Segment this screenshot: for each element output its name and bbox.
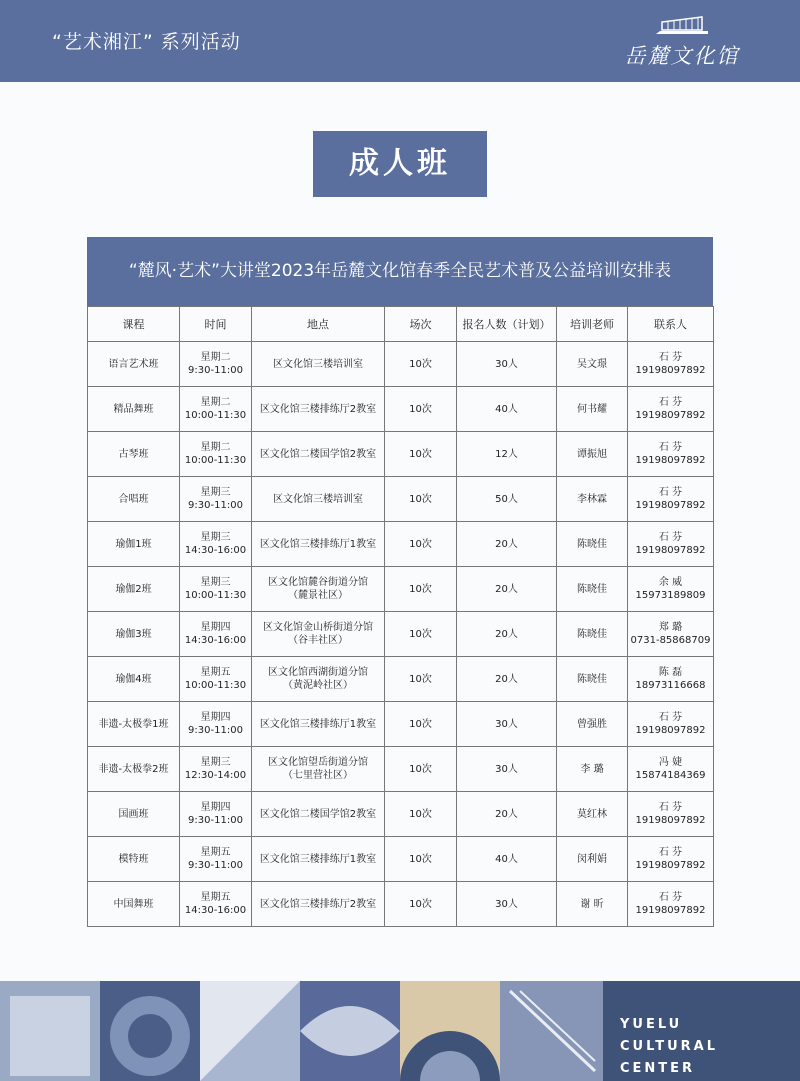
footer-line-1: YUELU — [620, 1017, 683, 1032]
top-banner — [0, 0, 800, 82]
cell-enrollment — [457, 387, 557, 432]
cell-teacher — [557, 522, 628, 567]
cell-sessions-text: 10次 — [409, 583, 432, 595]
cell-sessions-text: 10次 — [409, 718, 432, 730]
cell-teacher-text: 曾强胜 — [577, 718, 607, 730]
cell-location — [252, 387, 385, 432]
table-row — [88, 612, 714, 657]
cell-sessions — [385, 477, 457, 522]
cell-teacher — [557, 747, 628, 792]
cell-sessions — [385, 522, 457, 567]
cell-teacher-text: 闵利娟 — [577, 853, 607, 865]
cell-teacher — [557, 702, 628, 747]
cell-course-text: 瑜伽3班 — [115, 628, 152, 640]
cell-location-text: 区文化馆西湖街道分馆 — [268, 667, 368, 678]
cell-teacher — [557, 612, 628, 657]
cell-course — [88, 567, 180, 612]
cell-time-text: 星期二 — [200, 397, 231, 408]
cell-time-text: 10:00-11:30 — [184, 410, 247, 421]
cell-time-text: 星期四 — [200, 712, 231, 723]
table-row — [88, 747, 714, 792]
cell-sessions-text: 10次 — [409, 628, 432, 640]
cell-sessions-text: 10次 — [409, 808, 432, 820]
cell-time-text: 星期三 — [200, 577, 231, 588]
cell-enrollment-text: 30人 — [495, 763, 518, 775]
cell-location-text: 区文化馆金山桥街道分馆 — [263, 622, 373, 633]
cell-teacher-text: 陈晓佳 — [577, 583, 607, 595]
cell-course — [88, 882, 180, 927]
cell-time-text: 星期三 — [200, 532, 231, 543]
cell-contact-text: 18973116668 — [635, 680, 706, 691]
cell-course — [88, 657, 180, 702]
geometric-pattern — [0, 981, 603, 1081]
cell-contact-text: 19198097892 — [635, 725, 706, 736]
cell-teacher-text: 陈晓佳 — [577, 673, 607, 685]
cell-sessions-text: 10次 — [409, 853, 432, 865]
cell-time — [180, 702, 252, 747]
cell-location-text: （麓景社区） — [288, 590, 348, 601]
cell-location — [252, 567, 385, 612]
cell-time-text: 星期三 — [200, 487, 231, 498]
cell-sessions-text: 10次 — [409, 493, 432, 505]
cell-sessions-text: 10次 — [409, 538, 432, 550]
cell-sessions — [385, 342, 457, 387]
cell-teacher-text: 谭振旭 — [577, 448, 607, 460]
cell-time — [180, 342, 252, 387]
column-header-course: 课程 — [88, 307, 180, 342]
cell-location — [252, 477, 385, 522]
cell-teacher-text: 李 璐 — [580, 763, 604, 775]
cell-time — [180, 747, 252, 792]
cell-time-text: 星期二 — [200, 352, 231, 363]
cell-time-text: 星期五 — [200, 847, 231, 858]
cell-contact-text: 19198097892 — [635, 545, 706, 556]
cell-time-text: 9:30-11:00 — [188, 365, 243, 376]
column-header-sessions: 场次 — [385, 307, 457, 342]
cell-location — [252, 522, 385, 567]
cell-contact-text: 石 芬 — [658, 442, 683, 453]
cell-contact-text: 石 芬 — [658, 712, 683, 723]
table-row — [88, 432, 714, 477]
cell-time — [180, 882, 252, 927]
cell-sessions — [385, 567, 457, 612]
cell-teacher — [557, 342, 628, 387]
cell-contact-text: 石 芬 — [658, 892, 683, 903]
cell-teacher-text: 陈晓佳 — [577, 538, 607, 550]
cell-location-text: 区文化馆三楼排练厅2教室 — [259, 898, 377, 910]
cell-time-text: 14:30-16:00 — [184, 635, 247, 646]
cell-time-text: 10:00-11:30 — [184, 680, 247, 691]
cell-course — [88, 837, 180, 882]
cell-time-text: 9:30-11:00 — [188, 725, 243, 736]
cell-time-text: 10:00-11:30 — [184, 455, 247, 466]
cell-contact-text: 陈 磊 — [658, 667, 683, 678]
cell-time — [180, 612, 252, 657]
cell-sessions — [385, 702, 457, 747]
cell-time-text: 9:30-11:00 — [188, 860, 243, 871]
cell-enrollment-text: 20人 — [495, 628, 518, 640]
cell-contact-text: 余 威 — [658, 577, 683, 588]
cell-time-text: 14:30-16:00 — [184, 905, 247, 916]
cell-sessions — [385, 747, 457, 792]
cell-enrollment — [457, 522, 557, 567]
column-header-teacher: 培训老师 — [557, 307, 628, 342]
cell-teacher — [557, 792, 628, 837]
cell-teacher — [557, 432, 628, 477]
cell-course — [88, 387, 180, 432]
cell-location — [252, 882, 385, 927]
cell-time-text: 9:30-11:00 — [188, 500, 243, 511]
cell-course — [88, 612, 180, 657]
cell-contact — [628, 432, 714, 477]
cell-contact — [628, 387, 714, 432]
cell-location-text: （黄泥岭社区） — [283, 680, 353, 691]
table-row — [88, 387, 714, 432]
cell-teacher — [557, 837, 628, 882]
cell-contact-text: 19198097892 — [635, 905, 706, 916]
cell-course-text: 精品舞班 — [113, 403, 154, 415]
yuelu-cultural-center-logo — [612, 10, 752, 74]
footer-line-2: CULTURAL CENTER — [620, 1039, 719, 1076]
cell-time-text: 14:30-16:00 — [184, 545, 247, 556]
cell-location-text: 区文化馆三楼培训室 — [273, 358, 363, 370]
cell-contact-text: 19198097892 — [635, 455, 706, 466]
cell-enrollment — [457, 477, 557, 522]
cell-course-text: 瑜伽2班 — [115, 583, 152, 595]
cell-contact-text: 0731-85868709 — [630, 635, 711, 646]
table-row — [88, 702, 714, 747]
cell-course-text: 合唱班 — [118, 493, 149, 505]
cell-enrollment-text: 20人 — [495, 583, 518, 595]
cell-location — [252, 792, 385, 837]
column-header-location: 地点 — [252, 307, 385, 342]
cell-enrollment-text: 20人 — [495, 538, 518, 550]
cell-sessions-text: 10次 — [409, 673, 432, 685]
cell-contact — [628, 882, 714, 927]
cell-contact-text: 19198097892 — [635, 365, 706, 376]
table-row — [88, 567, 714, 612]
cell-location-text: 区文化馆三楼排练厅1教室 — [259, 853, 377, 865]
cell-contact — [628, 477, 714, 522]
cell-location-text: 区文化馆二楼国学馆2教室 — [259, 448, 377, 460]
cell-contact-text: 石 芬 — [658, 352, 683, 363]
cell-location-text: 区文化馆二楼国学馆2教室 — [259, 808, 377, 820]
cell-time-text: 9:30-11:00 — [188, 815, 243, 826]
cell-contact-text: 19198097892 — [635, 815, 706, 826]
cell-course-text: 瑜伽1班 — [115, 538, 152, 550]
cell-time-text: 星期五 — [200, 892, 231, 903]
cell-contact-text: 郑 璐 — [658, 622, 683, 633]
cell-enrollment — [457, 702, 557, 747]
footer-center-name — [620, 1014, 800, 1080]
cell-location — [252, 837, 385, 882]
cell-contact — [628, 657, 714, 702]
cell-contact — [628, 747, 714, 792]
table-row — [88, 792, 714, 837]
cell-contact-text: 15973189809 — [635, 590, 706, 601]
series-title: “艺术湘江” 系列活动 — [52, 31, 241, 53]
cell-enrollment-text: 50人 — [495, 493, 518, 505]
cell-teacher-text: 何书耀 — [577, 403, 607, 415]
cell-sessions-text: 10次 — [409, 448, 432, 460]
cell-time — [180, 792, 252, 837]
cell-location — [252, 747, 385, 792]
cell-enrollment-text: 12人 — [495, 448, 518, 460]
cell-sessions-text: 10次 — [409, 403, 432, 415]
cell-enrollment-text: 20人 — [495, 808, 518, 820]
cell-location — [252, 702, 385, 747]
cell-enrollment-text: 40人 — [495, 403, 518, 415]
cell-sessions-text: 10次 — [409, 763, 432, 775]
cell-sessions — [385, 792, 457, 837]
cell-teacher — [557, 567, 628, 612]
cell-contact-text: 19198097892 — [635, 860, 706, 871]
table-header-row — [88, 307, 714, 342]
cell-enrollment-text: 30人 — [495, 718, 518, 730]
cell-enrollment — [457, 792, 557, 837]
table-row — [88, 522, 714, 567]
cell-teacher — [557, 657, 628, 702]
cell-location-text: 区文化馆三楼排练厅1教室 — [259, 718, 377, 730]
cell-enrollment-text: 30人 — [495, 358, 518, 370]
cell-course-text: 古琴班 — [118, 448, 149, 460]
cell-course-text: 非遗-太极拳2班 — [98, 763, 169, 775]
cell-course — [88, 477, 180, 522]
table-row — [88, 657, 714, 702]
cell-contact — [628, 522, 714, 567]
cell-enrollment — [457, 747, 557, 792]
cell-enrollment — [457, 432, 557, 477]
cell-location-text: （谷丰社区） — [288, 635, 348, 646]
cell-contact — [628, 612, 714, 657]
table-row — [88, 477, 714, 522]
cell-enrollment-text: 20人 — [495, 673, 518, 685]
cell-course — [88, 522, 180, 567]
cell-course — [88, 747, 180, 792]
cell-sessions — [385, 432, 457, 477]
cell-location — [252, 657, 385, 702]
cell-course — [88, 792, 180, 837]
column-header-enrollment: 报名人数（计划） — [457, 307, 557, 342]
cell-time-text: 星期四 — [200, 622, 231, 633]
cell-teacher-text: 李林霖 — [577, 493, 607, 505]
cell-sessions — [385, 387, 457, 432]
cell-location-text: 区文化馆望岳街道分馆 — [268, 757, 368, 768]
cell-course-text: 模特班 — [118, 853, 149, 865]
cell-course-text: 中国舞班 — [113, 898, 154, 910]
footer-decoration — [0, 981, 800, 1081]
cell-location — [252, 612, 385, 657]
cell-time — [180, 477, 252, 522]
cell-time — [180, 657, 252, 702]
cell-location-text: （七里营社区） — [283, 770, 353, 781]
table-title: “麓风·艺术”大讲堂2023年岳麓文化馆春季全民艺术普及公益培训安排表 — [87, 237, 713, 306]
cell-enrollment — [457, 567, 557, 612]
cell-contact-text: 石 芬 — [658, 802, 683, 813]
column-header-time: 时间 — [180, 307, 252, 342]
cell-location-text: 区文化馆麓谷街道分馆 — [268, 577, 368, 588]
cell-location-text: 区文化馆三楼排练厅2教室 — [259, 403, 377, 415]
cell-time-text: 星期五 — [200, 667, 231, 678]
cell-sessions — [385, 837, 457, 882]
cell-time — [180, 387, 252, 432]
cell-contact-text: 石 芬 — [658, 847, 683, 858]
cell-time-text: 星期三 — [200, 757, 231, 768]
cell-time-text: 12:30-14:00 — [184, 770, 247, 781]
cell-contact — [628, 837, 714, 882]
cell-course-text: 瑜伽4班 — [115, 673, 152, 685]
section-title: 成人班 — [313, 131, 487, 197]
cell-contact-text: 石 芬 — [658, 487, 683, 498]
building-icon — [652, 14, 712, 36]
cell-sessions — [385, 882, 457, 927]
cell-teacher-text: 谢 昕 — [580, 898, 604, 910]
cell-contact-text: 冯 婕 — [658, 757, 683, 768]
cell-contact — [628, 342, 714, 387]
schedule-table — [87, 306, 714, 927]
cell-contact — [628, 702, 714, 747]
cell-location-text: 区文化馆三楼培训室 — [273, 493, 363, 505]
table-body — [88, 342, 714, 927]
cell-time-text: 10:00-11:30 — [184, 590, 247, 601]
cell-location — [252, 432, 385, 477]
logo-text: 岳麓文化馆 — [624, 44, 740, 68]
cell-course — [88, 342, 180, 387]
table-row — [88, 342, 714, 387]
cell-enrollment-text: 40人 — [495, 853, 518, 865]
cell-sessions-text: 10次 — [409, 898, 432, 910]
cell-teacher — [557, 882, 628, 927]
cell-contact-text: 19198097892 — [635, 500, 706, 511]
cell-time — [180, 567, 252, 612]
cell-time — [180, 432, 252, 477]
cell-time — [180, 837, 252, 882]
cell-sessions-text: 10次 — [409, 358, 432, 370]
cell-contact-text: 石 芬 — [658, 397, 683, 408]
cell-teacher — [557, 477, 628, 522]
cell-contact — [628, 567, 714, 612]
cell-teacher-text: 吴文璟 — [577, 358, 607, 370]
cell-enrollment — [457, 342, 557, 387]
table-row — [88, 882, 714, 927]
cell-contact-text: 石 芬 — [658, 532, 683, 543]
cell-time — [180, 522, 252, 567]
cell-course — [88, 432, 180, 477]
cell-enrollment — [457, 657, 557, 702]
cell-contact-text: 19198097892 — [635, 410, 706, 421]
cell-enrollment-text: 30人 — [495, 898, 518, 910]
cell-sessions — [385, 612, 457, 657]
table-row — [88, 837, 714, 882]
cell-teacher — [557, 387, 628, 432]
cell-contact — [628, 792, 714, 837]
cell-enrollment — [457, 612, 557, 657]
cell-course-text: 语言艺术班 — [108, 358, 159, 370]
cell-course-text: 国画班 — [118, 808, 149, 820]
cell-location-text: 区文化馆三楼排练厅1教室 — [259, 538, 377, 550]
cell-teacher-text: 陈晓佳 — [577, 628, 607, 640]
cell-sessions — [385, 657, 457, 702]
cell-teacher-text: 莫红林 — [577, 808, 607, 820]
cell-course — [88, 702, 180, 747]
cell-time-text: 星期四 — [200, 802, 231, 813]
column-header-contact: 联系人 — [628, 307, 714, 342]
cell-time-text: 星期二 — [200, 442, 231, 453]
cell-enrollment — [457, 882, 557, 927]
cell-contact-text: 15874184369 — [635, 770, 706, 781]
cell-location — [252, 342, 385, 387]
cell-course-text: 非遗-太极拳1班 — [98, 718, 169, 730]
cell-enrollment — [457, 837, 557, 882]
